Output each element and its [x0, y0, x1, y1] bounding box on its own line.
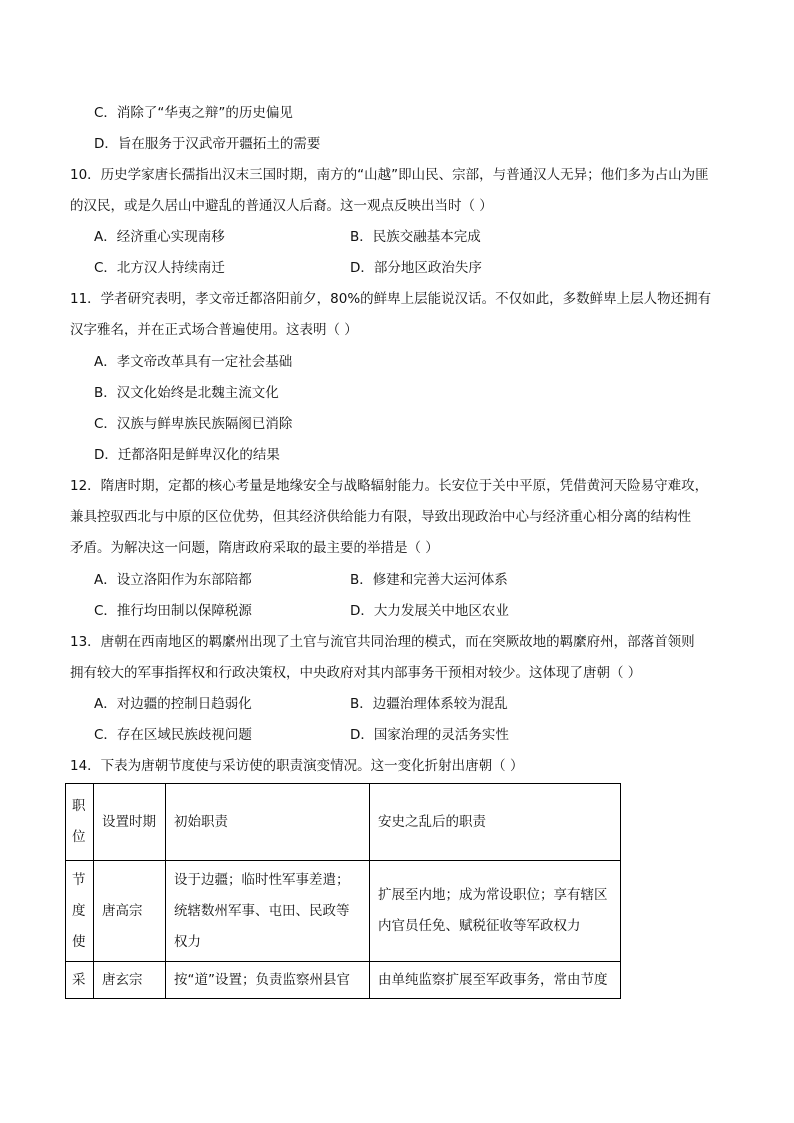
- q11-option-d: D．迁都洛阳是鲜卑汉化的结果: [94, 447, 280, 463]
- table-row: [66, 962, 621, 999]
- table-header-cell: 安史之乱后的职责: [370, 784, 621, 861]
- q11-stem-line-1: 11．学者研究表明，孝文帝迁都洛阳前夕，80%的鲜卑上层能说汉话。不仅如此，多数鲜卑上层人物还拥有: [70, 291, 712, 307]
- table-row: [66, 861, 621, 962]
- q12-stem-line-1: 12．隋唐时期，定都的核心考量是地缘安全与战略辐射能力。长安位于关中平原，凭借黄河天险易守难攻，: [70, 478, 709, 494]
- q11-stem-line-2: 汉字雅名，并在正式场合普遍使用。这表明（ ）: [70, 322, 358, 338]
- q10-option-d: D．部分地区政治失序: [350, 260, 482, 276]
- table-cell: 设于边疆；临时性军事差遣；统辖数州军事、屯田、民政等权力: [166, 861, 370, 962]
- table-header-cell: 设置时期: [94, 784, 166, 861]
- q10-option-b: B．民族交融基本完成: [350, 229, 481, 245]
- duties-table: [65, 783, 621, 999]
- table-cell: 唐玄宗: [94, 962, 166, 999]
- q10-stem-line-1: 10．历史学家唐长孺指出汉末三国时期，南方的“山越”即山民、宗部，与普通汉人无异；他们多为占山为匪: [70, 167, 709, 183]
- q10-stem-line-2: 的汉民，或是久居山中避乱的普通汉人后裔。这一观点反映出当时（ ）: [70, 198, 493, 214]
- q14-stem-line-1: 14．下表为唐朝节度使与采访使的职责演变情况。这一变化折射出唐朝（ ）: [70, 758, 524, 774]
- q12-option-d: D．大力发展关中地区农业: [350, 603, 509, 619]
- q12-option-c: C．推行均田制以保障税源: [94, 603, 252, 619]
- table-cell: 由单纯监察扩展至军政事务，常由节度: [370, 962, 621, 999]
- q9-option-d: D．旨在服务于汉武帝开疆拓土的需要: [94, 136, 321, 152]
- q13-stem-line-2: 拥有较大的军事指挥权和行政决策权，中央政府对其内部事务干预相对较少。这体现了唐朝（ ）: [70, 665, 642, 681]
- table-cell: 节度使: [66, 861, 94, 962]
- q12-option-a: A．设立洛阳作为东部陪都: [94, 572, 252, 588]
- q11-option-a: A．孝文帝改革具有一定社会基础: [94, 354, 293, 370]
- table-cell: 采: [66, 962, 94, 999]
- table-cell: 唐高宗: [94, 861, 166, 962]
- q9-option-c: C．消除了“华夷之辩”的历史偏见: [94, 105, 293, 121]
- table-header-row: [66, 784, 621, 861]
- q10-option-c: C．北方汉人持续南迁: [94, 260, 225, 276]
- q11-option-c: C．汉族与鲜卑族民族隔阂已消除: [94, 416, 293, 432]
- table-cell: 按“道”设置；负责监察州县官: [166, 962, 370, 999]
- q13-option-b: B．边疆治理体系较为混乱: [350, 696, 508, 712]
- q12-stem-line-2: 兼具控驭西北与中原的区位优势，但其经济供给能力有限，导致出现政治中心与经济重心相分离的结构性: [70, 509, 691, 525]
- q13-option-d: D．国家治理的灵活务实性: [350, 727, 509, 743]
- q10-option-a: A．经济重心实现南移: [94, 229, 225, 245]
- q13-option-c: C．存在区域民族歧视问题: [94, 727, 252, 743]
- table-cell: 扩展至内地；成为常设职位；享有辖区内官员任免、赋税征收等军政权力: [370, 861, 621, 962]
- q11-option-b: B．汉文化始终是北魏主流文化: [94, 385, 279, 401]
- table-header-cell: 职位: [66, 784, 94, 861]
- q12-stem-line-3: 矛盾。为解决这一问题，隋唐政府采取的最主要的举措是（ ）: [70, 540, 439, 556]
- q13-stem-line-1: 13．唐朝在西南地区的羁縻州出现了土官与流官共同治理的模式，而在突厥故地的羁縻府州，部落首领则: [70, 634, 695, 650]
- table-header-cell: 初始职责: [166, 784, 370, 861]
- q12-option-b: B．修建和完善大运河体系: [350, 572, 508, 588]
- q13-option-a: A．对边疆的控制日趋弱化: [94, 696, 252, 712]
